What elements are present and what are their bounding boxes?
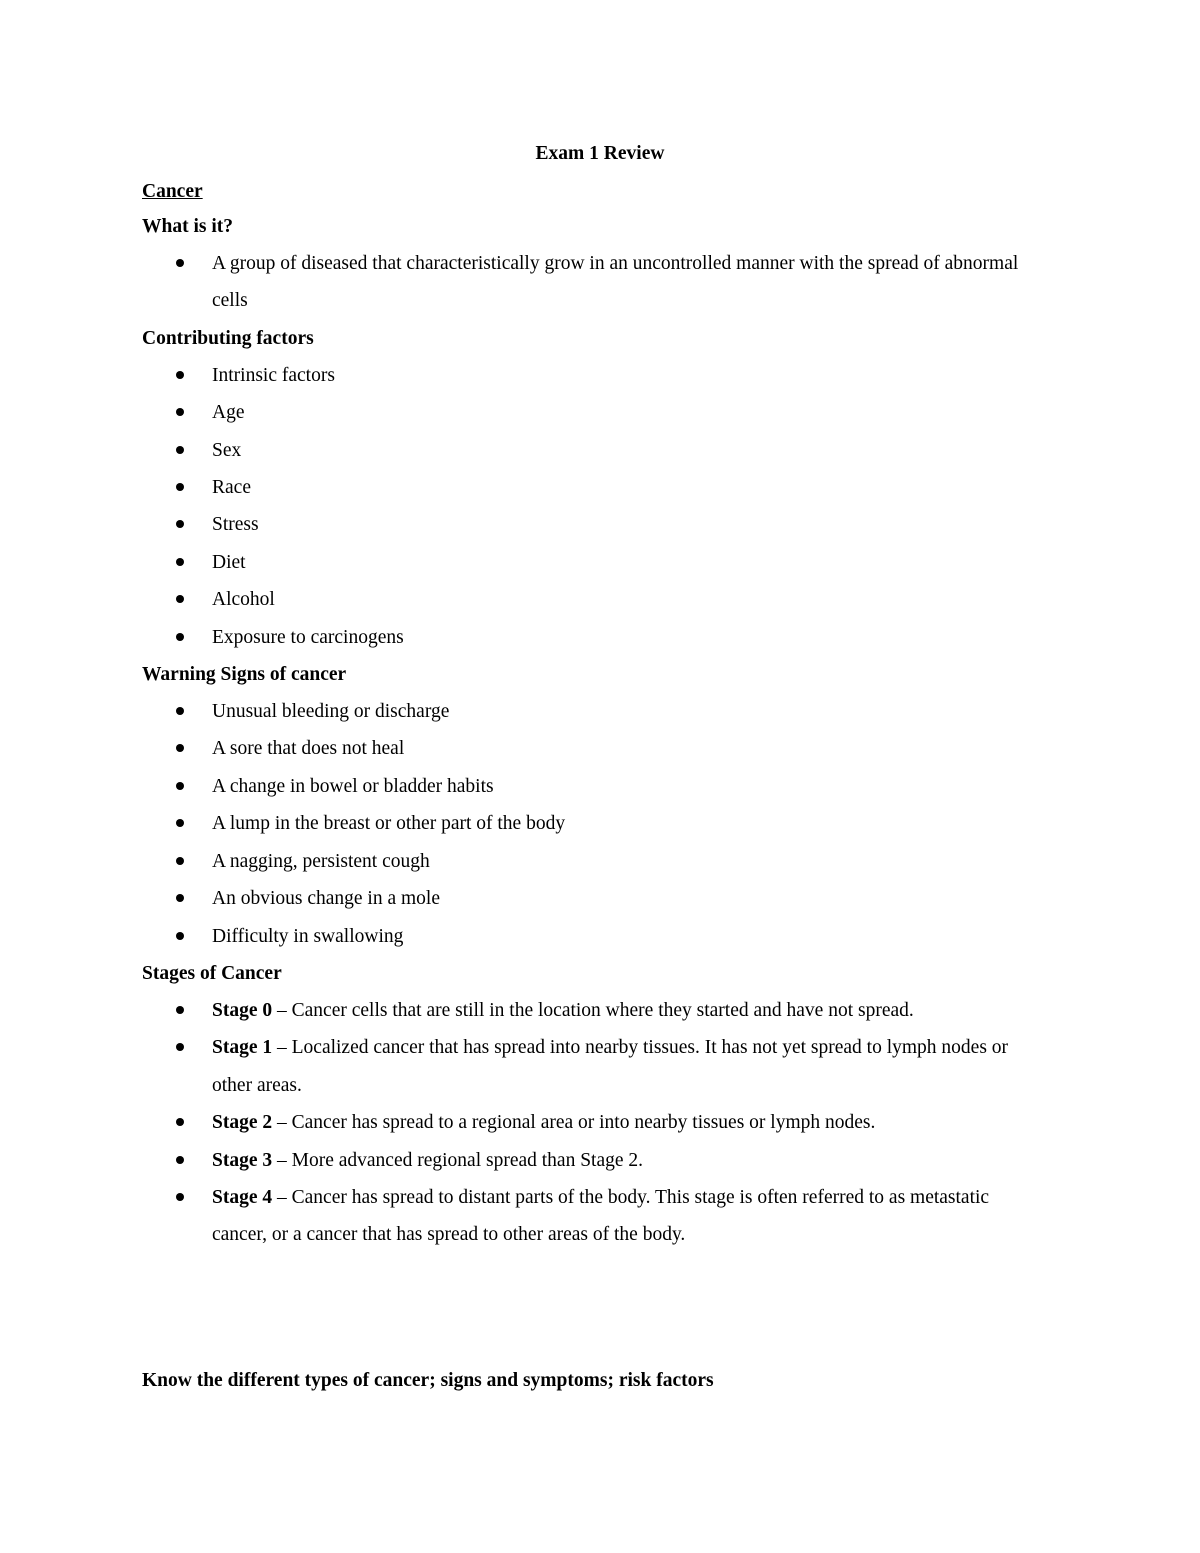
stage-label: Stage 3 (212, 1149, 273, 1171)
section-title-cancer: Cancer (142, 181, 203, 202)
bullet-icon (176, 1193, 184, 1201)
bullet-icon (176, 595, 184, 603)
stages-list (142, 992, 1042, 1254)
bullet-icon (176, 1006, 184, 1014)
bullet-icon (176, 857, 184, 865)
list-item-text: Unusual bleeding or discharge (212, 701, 450, 723)
list-item (142, 730, 1042, 767)
bullet-icon (176, 744, 184, 752)
bullet-icon (176, 1043, 184, 1051)
heading-contributing-factors: Contributing factors (142, 327, 314, 349)
list-item-text: An obvious change in a mole (212, 888, 440, 910)
what-is-it-list (142, 245, 1042, 320)
warning-signs-list (142, 693, 1042, 955)
contributing-factors-list (142, 357, 1042, 656)
list-item (142, 1104, 1042, 1141)
list-item-text: A nagging, persistent cough (212, 850, 430, 872)
bullet-icon (176, 259, 184, 267)
bullet-icon (176, 819, 184, 827)
list-item (142, 843, 1042, 880)
list-item-text: Difficulty in swallowing (212, 925, 404, 947)
bullet-icon (176, 520, 184, 528)
stage-description: – More advanced regional spread than Stage 2. (272, 1149, 644, 1171)
bullet-icon (176, 558, 184, 566)
document-page (142, 138, 1042, 1254)
list-item (142, 245, 1042, 320)
bullet-icon (176, 1156, 184, 1164)
bullet-icon (176, 782, 184, 790)
list-item (142, 469, 1042, 506)
list-item (142, 506, 1042, 543)
list-item (142, 357, 1042, 394)
bullet-icon (176, 408, 184, 416)
list-item-text: Exposure to carcinogens (212, 626, 404, 648)
heading-warning-signs: Warning Signs of cancer (142, 664, 347, 686)
list-item-text: Age (212, 402, 245, 424)
list-item (142, 918, 1042, 955)
stage-description: – Cancer has spread to a regional area or into nearby tissues or lymph nodes. (272, 1112, 876, 1134)
list-item-text: Alcohol (212, 589, 275, 611)
bullet-icon (176, 932, 184, 940)
list-item (142, 1029, 1042, 1104)
bullet-icon (176, 894, 184, 902)
list-item (142, 693, 1042, 730)
bullet-icon (176, 483, 184, 491)
heading-stages: Stages of Cancer (142, 962, 282, 984)
list-item (142, 805, 1042, 842)
bullet-icon (176, 446, 184, 454)
final-note: Know the different types of cancer; signs and symptoms; risk factors (142, 1370, 714, 1391)
list-item (142, 581, 1042, 618)
stage-description: – Localized cancer that has spread into nearby tissues. It has not yet spread to lymph nodes or other areas. (212, 1037, 1009, 1096)
bullet-icon (176, 1118, 184, 1126)
bullet-icon (176, 633, 184, 641)
list-item-text: A lump in the breast or other part of the body (212, 813, 566, 835)
stage-label: Stage 4 (212, 1186, 273, 1208)
list-item (142, 619, 1042, 656)
stage-description: – Cancer cells that are still in the location where they started and have not spread. (272, 999, 914, 1021)
list-item-text: A change in bowel or bladder habits (212, 775, 494, 797)
list-item-text: Diet (212, 551, 246, 573)
list-item (142, 1142, 1042, 1179)
list-item (142, 1179, 1042, 1254)
list-item-text: Race (212, 477, 251, 499)
document-title: Exam 1 Review (535, 143, 665, 164)
bullet-icon (176, 707, 184, 715)
list-item (142, 992, 1042, 1029)
list-item (142, 880, 1042, 917)
bullet-icon (176, 371, 184, 379)
stage-label: Stage 0 (212, 999, 273, 1021)
list-item (142, 432, 1042, 469)
stage-description: – Cancer has spread to distant parts of the body. This stage is often referred to as metastatic cancer, or a cancer that has spread to other areas of the body. (212, 1186, 990, 1246)
list-item (142, 544, 1042, 581)
list-item-text: Intrinsic factors (212, 364, 335, 386)
stage-label: Stage 1 (212, 1037, 273, 1059)
list-item-text: A sore that does not heal (212, 738, 405, 760)
list-item (142, 768, 1042, 805)
list-item-text: Stress (212, 514, 259, 536)
heading-what-is-it: What is it? (142, 216, 234, 237)
list-item (142, 394, 1042, 431)
stage-label: Stage 2 (212, 1112, 273, 1134)
list-item-text: A group of diseased that characteristically grow in an uncontrolled manner with the spread of abnormal cells (212, 253, 1019, 312)
list-item-text: Sex (212, 439, 242, 461)
